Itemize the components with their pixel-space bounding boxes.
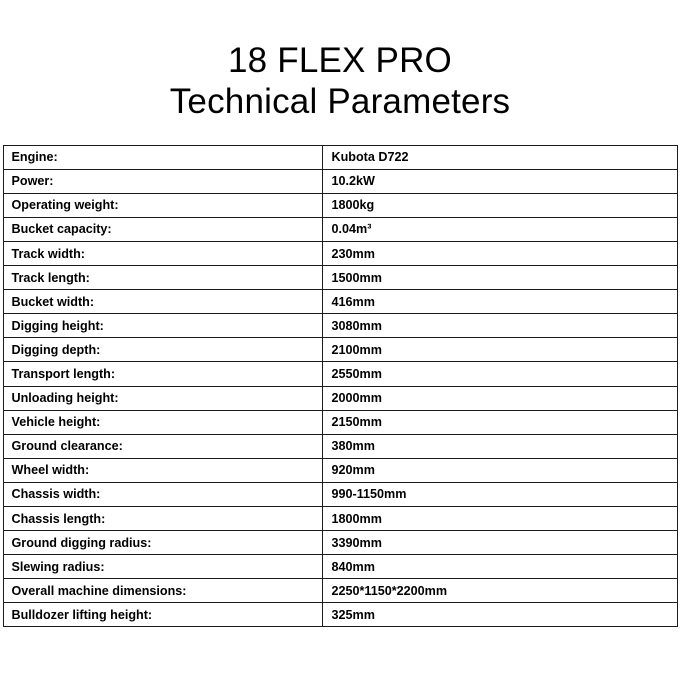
- table-row: [3, 531, 677, 555]
- spec-label: Digging height:: [3, 314, 322, 338]
- table-row: [3, 362, 677, 386]
- table-row: [3, 507, 677, 531]
- spec-label: Operating weight:: [3, 193, 322, 217]
- spec-value: 1800mm: [322, 507, 677, 531]
- spec-value: 920mm: [322, 458, 677, 482]
- spec-value: 380mm: [322, 434, 677, 458]
- spec-label: Transport length:: [3, 362, 322, 386]
- spec-label: Power:: [3, 169, 322, 193]
- title-line-subtitle: Technical Parameters: [169, 82, 511, 122]
- table-row: [3, 482, 677, 506]
- table-row: [3, 314, 677, 338]
- spec-value: 2550mm: [322, 362, 677, 386]
- spec-label: Chassis width:: [3, 482, 322, 506]
- table-row: [3, 603, 677, 627]
- spec-label: Engine:: [3, 145, 322, 169]
- table-row: [3, 290, 677, 314]
- spec-value: 2250*1150*2200mm: [322, 579, 677, 603]
- table-row: [3, 410, 677, 434]
- spec-value: 3080mm: [322, 314, 677, 338]
- spec-label: Bucket capacity:: [3, 217, 322, 241]
- spec-label: Digging depth:: [3, 338, 322, 362]
- spec-value: 2150mm: [322, 410, 677, 434]
- spec-value: 990-1150mm: [322, 482, 677, 506]
- spec-value: 840mm: [322, 555, 677, 579]
- table-row: [3, 193, 677, 217]
- spec-label: Overall machine dimensions:: [3, 579, 322, 603]
- spec-label: Track width:: [3, 241, 322, 265]
- table-row: [3, 579, 677, 603]
- spec-label: Bulldozer lifting height:: [3, 603, 322, 627]
- spec-value: 1500mm: [322, 266, 677, 290]
- table-row: [3, 338, 677, 362]
- table-row: [3, 386, 677, 410]
- spec-label: Track length:: [3, 266, 322, 290]
- table-row: [3, 145, 677, 169]
- spec-value: Kubota D722: [322, 145, 677, 169]
- spec-value: 1800kg: [322, 193, 677, 217]
- table-row: [3, 241, 677, 265]
- table-row: [3, 458, 677, 482]
- title-line-model: 18 FLEX PRO: [228, 41, 452, 80]
- spec-value: 230mm: [322, 241, 677, 265]
- spec-value: 2000mm: [322, 386, 677, 410]
- spec-label: Unloading height:: [3, 386, 322, 410]
- table-row: [3, 555, 677, 579]
- table-row: [3, 266, 677, 290]
- spec-label: Chassis length:: [3, 507, 322, 531]
- spec-label: Bucket width:: [3, 290, 322, 314]
- spec-label: Ground digging radius:: [3, 531, 322, 555]
- spec-label: Slewing radius:: [3, 555, 322, 579]
- table-row: [3, 217, 677, 241]
- table-row: [3, 169, 677, 193]
- spec-value: 2100mm: [322, 338, 677, 362]
- spec-value: 0.04m³: [322, 217, 677, 241]
- table-body: [3, 145, 677, 627]
- spec-value: 325mm: [322, 603, 677, 627]
- spec-value: 416mm: [322, 290, 677, 314]
- page-title: [0, 0, 680, 123]
- spec-value: 3390mm: [322, 531, 677, 555]
- technical-parameters-table: [3, 145, 678, 628]
- spec-label: Ground clearance:: [3, 434, 322, 458]
- spec-label: Wheel width:: [3, 458, 322, 482]
- table-row: [3, 434, 677, 458]
- spec-value: 10.2kW: [322, 169, 677, 193]
- spec-label: Vehicle height:: [3, 410, 322, 434]
